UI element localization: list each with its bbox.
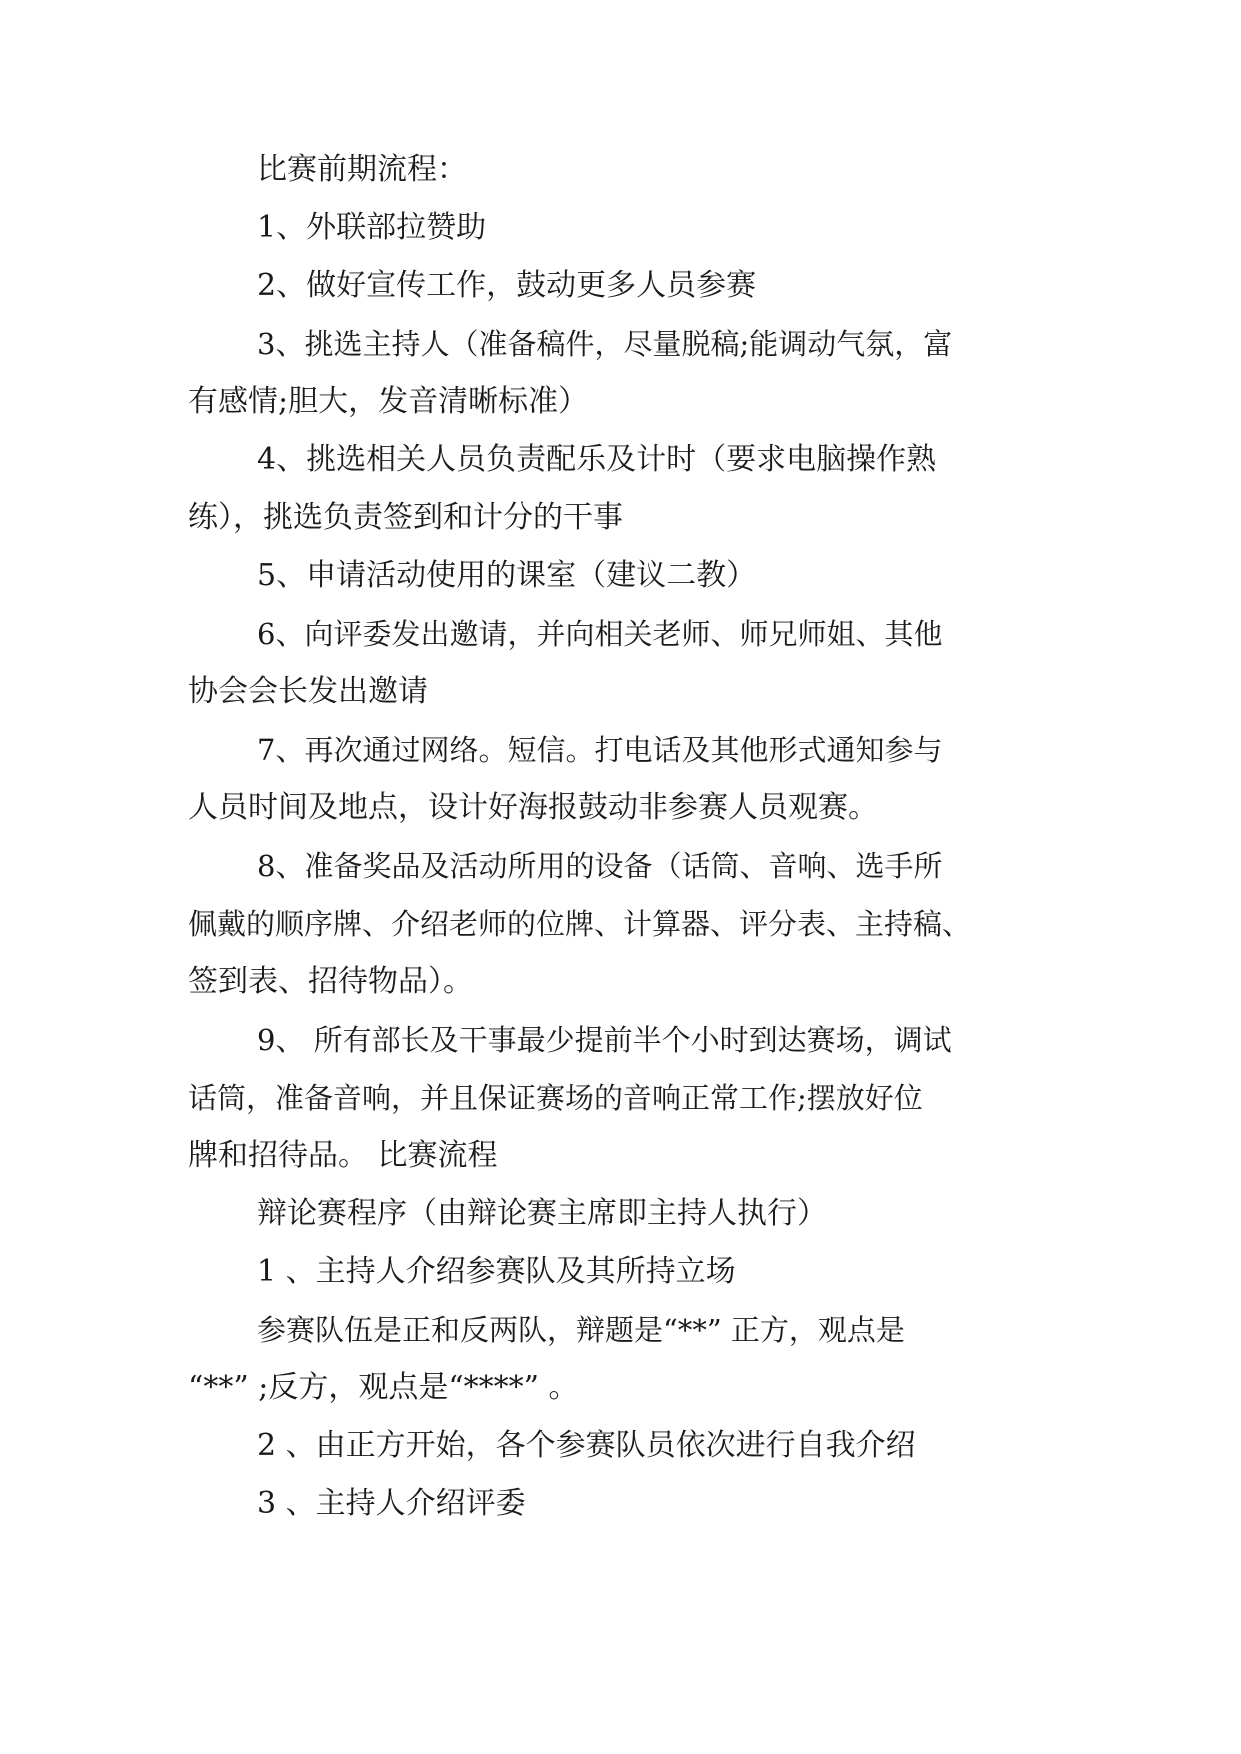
list-item: 4、挑选相关人员负责配乐及计时（要求电脑操作熟 xyxy=(257,442,937,477)
list-item-continuation: 话筒，准备音响，并且保证赛场的音响正常工作;摆放好位 xyxy=(188,1081,923,1115)
paragraph-line: 参赛队伍是正和反两队，辩题是“**” 正方，观点是 xyxy=(257,1313,905,1347)
list-item: 3、挑选主持人（准备稿件，尽量脱稿;能调动气氛，富 xyxy=(257,327,953,361)
list-item: 7、再次通过网络。短信。打电话及其他形式通知参与 xyxy=(257,733,943,767)
list-item-continuation: 协会会长发出邀请 xyxy=(188,674,428,709)
list-item: 6、向评委发出邀请，并向相关老师、师兄师姐、其他 xyxy=(257,617,943,651)
list-item-continuation: 佩戴的顺序牌、介绍老师的位牌、计算器、评分表、主持稿、 xyxy=(188,907,972,941)
paragraph-line: “**” ;反方，观点是“****” 。 xyxy=(188,1370,579,1405)
list-item: 1 、主持人介绍参赛队及其所持立场 xyxy=(257,1254,736,1289)
list-item-continuation: 练），挑选负责签到和计分的干事 xyxy=(188,500,623,535)
list-item: 2、做好宣传工作，鼓动更多人员参赛 xyxy=(257,268,757,303)
section-heading: 辩论赛程序（由辩论赛主席即主持人执行） xyxy=(257,1196,827,1231)
list-item-continuation: 有感情;胆大，发音清晰标准） xyxy=(188,384,589,419)
list-item: 9、 所有部长及干事最少提前半个小时到达赛场，调试 xyxy=(257,1023,952,1057)
list-item-continuation: 人员时间及地点，设计好海报鼓动非参赛人员观赛。 xyxy=(188,790,878,825)
list-item: 2 、由正方开始，各个参赛队员依次进行自我介绍 xyxy=(257,1428,916,1463)
list-item: 3 、主持人介绍评委 xyxy=(257,1486,526,1521)
list-item: 8、准备奖品及活动所用的设备（话筒、音响、选手所 xyxy=(257,849,943,883)
list-item-continuation: 签到表、招待物品）。 xyxy=(188,964,473,999)
list-item: 5、申请活动使用的课室（建议二教） xyxy=(257,558,757,593)
list-item-continuation: 牌和招待品。 比赛流程 xyxy=(188,1138,498,1173)
list-item: 1、外联部拉赞助 xyxy=(257,210,487,245)
section-heading: 比赛前期流程： xyxy=(257,152,467,187)
